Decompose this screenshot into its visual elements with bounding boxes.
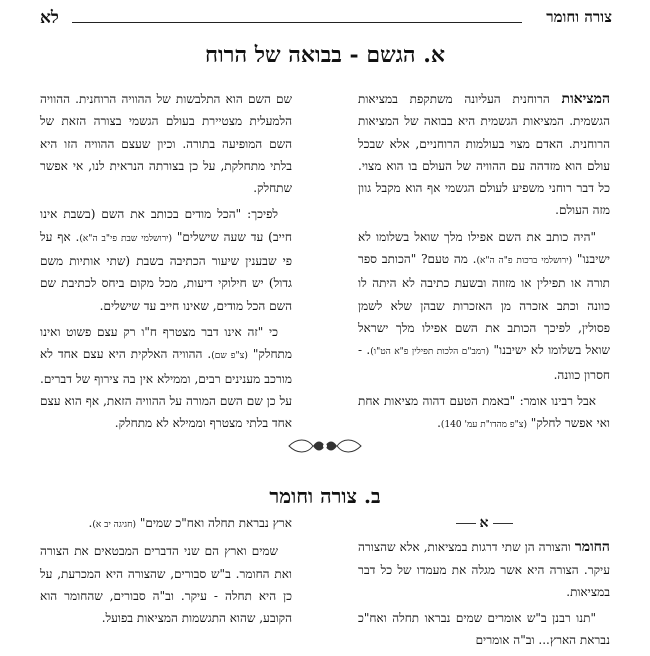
quote-text: לפיכך: "הכל מודים בכותב את השם (בשבת אינו חייב) עד שעה שישלים" — [40, 207, 293, 244]
subsection-letter: א — [479, 515, 489, 531]
section-2-right-column — [358, 512, 610, 656]
section-1-right-column — [358, 88, 610, 440]
source-citation: (רמב"ם הלכות תפילין פ"א הט"ו) — [370, 347, 490, 358]
paragraph-text: שם השם הוא התלבשות של ההוויה הרוחנית. ההוויה הלמעלית מצטיירת בעולם הגשמי בצורה הזאת של השם המופיעה בתורה. וכיון שעצם ההוויה הזו היא בלתי מתחלקת, על כן בצורתה הנראית לנו, אי אפשר שתחלק. — [40, 92, 292, 196]
paragraph-text: . — [437, 416, 441, 431]
paragraph — [40, 512, 292, 536]
ornament-divider-icon — [285, 434, 365, 458]
paragraph — [358, 536, 610, 603]
paragraph-text: הרוחנית העליונה משתקפת במציאות הגשמית. המציאות הגשמית היא בבואה של המציאות הרוחנית. האדם מצוי בעולמות הרוחניים, אלא שבכל עולם הוא מזדהה עם ההוויה של העולם בו הוא מצוי. כל דבר רוחני משפיע לעולם הגשמי אף הוא מקבל גוון מזה העולם. — [358, 92, 610, 218]
quote-text: ארץ נבראת תחלה ואח"כ שמים" — [139, 516, 292, 530]
quote-text: "תנו רבנן ב"ש אומרים שמים נבראו תחלה ואח"כ נבראת הארץ... וב"ה אומרים — [358, 611, 610, 648]
paragraph-text: שמים וארץ הם שני הדברים המבטאים את הצורה ואת החומר. ב"ש סבורים, שהצורה היא המכרעת, על כן היא תחלה - עיקר. וב"ה סבורים, שהחומר הוא הקובע, שהוא התגשמות המציאות בפועל. — [40, 544, 292, 626]
book-title: צורה וחומר — [546, 8, 612, 26]
paragraph-text: . - חסרון כוונה. — [358, 343, 610, 382]
section-1-title: א. הגשם - בבואה של הרוח — [204, 42, 446, 68]
paragraph — [358, 390, 610, 437]
quote-text: "היה כותב את השם אפילו מלך שואל בשלומו לא ישיבנו" — [358, 229, 610, 267]
source-citation: (ירושלמי ברכות פ"ה ה"א) — [476, 256, 573, 267]
lead-word: החומר — [574, 539, 610, 556]
paragraph-text: . מה טעם? "הכותב ספר תורה או תפילין או מזוזה ובשעת כתיבה לא היתה לו כוונה וכתב אזכרה מן האזכרות שבהן שלא לשמן פסולין, לפיכך הכותב את השם אפילו מלך ישראל שואל בשלומו לא ישיבנו" — [358, 252, 610, 358]
paragraph-text: . — [88, 516, 93, 530]
source-citation: (צ"פ שם) — [211, 351, 248, 362]
paragraph — [40, 540, 292, 629]
section-1-left-column — [40, 88, 292, 438]
page-number: לא — [40, 8, 59, 28]
source-citation: (ירושלמי שבת פי"ב ה"א) — [79, 233, 172, 244]
source-citation: (חגיגה יב א) — [92, 520, 136, 530]
paragraph — [40, 321, 292, 434]
header-rule — [72, 22, 522, 23]
section-2-title: ב. צורה וחומר — [269, 484, 381, 508]
paragraph-text: והצורה הן שתי דרגות במציאות, אלא שהצורה עיקר. הצורה היא אשר מגלה את מעמדו של כל דבר במציאות. — [358, 540, 610, 599]
lead-word: המציאות — [561, 91, 610, 107]
paragraph-text: . ההוויה האלקית היא עצם אחד לא מורכב מענינים רבים, וממילא אין בה צירוף של דברים. על כן שם השם המורה על ההוויה הזאת, אף הוא עצם אחד בלתי מצטרף וממילא לא מתחלק. — [40, 347, 292, 431]
source-citation: (צ"פ מהדו"ת עמ' 140) — [440, 420, 527, 431]
section-2-left-column — [40, 512, 292, 633]
running-header — [40, 8, 612, 30]
quote-text: אבל רבינו אומר: "באמת הטעם דהוה מציאות אחת ואי אפשר לחלק" — [358, 393, 610, 431]
paragraph — [358, 607, 610, 652]
paragraph-text: . אף על פי שבענין שיעור הכתיבה בשבת (שתי אותיות משם גדול) יש חילוקי דיעות, מכל מקום ביחס לכתיבת שם השם הכל מודים, שאינו חייב עד שישלים. — [40, 229, 292, 313]
paragraph — [40, 88, 292, 199]
subsection-marker — [358, 512, 610, 534]
paragraph — [358, 226, 610, 386]
paragraph — [358, 88, 610, 222]
paragraph — [40, 203, 292, 316]
quote-text: כי "זה אינו דבר מצטרף ח"ו רק עצם פשוט ואינו מתחלק" — [40, 324, 292, 362]
